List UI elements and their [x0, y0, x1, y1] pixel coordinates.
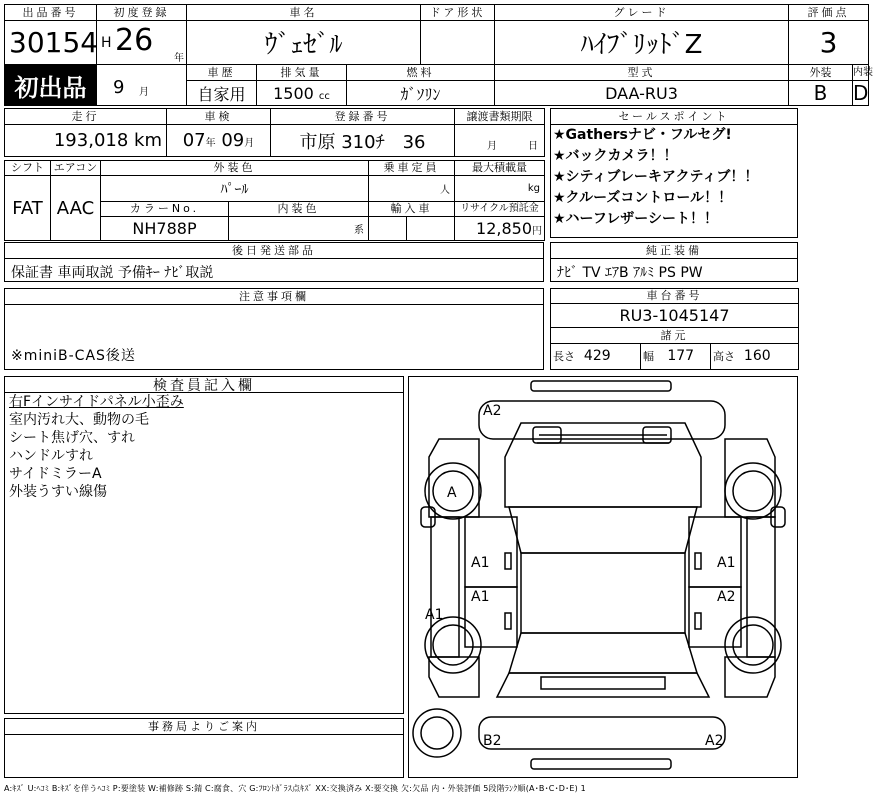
score: 3 — [789, 21, 869, 65]
height: 160 — [743, 348, 771, 365]
width-cell — [641, 343, 711, 369]
damage-mark: A2 — [483, 403, 502, 419]
month-unit: 月 — [139, 87, 149, 98]
interior-grade: D — [853, 81, 869, 105]
rear-right-wheel-inner — [733, 625, 773, 665]
genuine-value: ﾅﾋﾞ TV ｴｱB ｱﾙﾐ PS PW — [557, 265, 703, 281]
displacement-unit: cc — [318, 90, 330, 102]
damage-mark: A1 — [425, 607, 444, 623]
grade: ﾊｲﾌﾞﾘｯﾄﾞZ — [495, 21, 789, 65]
chassis-value: RU3-1045147 — [551, 304, 799, 328]
damage-mark: A2 — [717, 589, 736, 605]
ac-label: エアコン — [51, 161, 101, 176]
length-cell — [551, 343, 641, 369]
score-label: 評価点 — [789, 5, 869, 21]
car-name-label: 車名 — [187, 5, 421, 21]
ext-color: ﾊﾟｰﾙ — [101, 176, 369, 202]
shift-label: シフト — [5, 161, 51, 176]
inspector-line: ハンドルすれ — [9, 448, 93, 464]
width-label: 幅 — [643, 350, 654, 364]
inspector-line: 外装うすい線傷 — [9, 484, 107, 500]
rear-bumper-strip — [531, 759, 671, 769]
reg-month: 9 — [113, 77, 125, 98]
notes-box — [4, 288, 544, 370]
chassis-table — [550, 288, 799, 370]
spare-wheel-inner — [421, 717, 453, 749]
chassis-label: 車台番号 — [551, 289, 799, 304]
spare-wheel — [413, 709, 461, 757]
rear-right-handle — [695, 613, 701, 629]
front-right-door — [689, 517, 741, 587]
inspector-line: サイドミラーA — [9, 466, 102, 482]
later-parts-value: 保証書 車両取説 予備ｷｰ ﾅﾋﾞ取説 — [11, 265, 214, 281]
later-parts-label: 後日発送部品 — [5, 243, 543, 259]
reg-month-cell — [97, 65, 187, 106]
rear-left-fender — [429, 657, 479, 697]
plate-label: 登録番号 — [271, 109, 455, 125]
office-box — [4, 718, 404, 778]
color-no-label: カラーNo. — [101, 202, 229, 217]
history: 自家用 — [187, 81, 257, 106]
insp-month: 09 — [221, 130, 245, 151]
recycle-unit: 円 — [532, 226, 542, 237]
mileage-cell — [5, 125, 167, 157]
plate: 市原 310ﾁ 36 — [271, 125, 455, 157]
transfer-label: 譲渡書類期限 — [455, 109, 545, 125]
rear-light-strip — [541, 677, 665, 689]
lot-number: 30154 — [5, 21, 97, 65]
front-right-wheel-inner — [733, 471, 773, 511]
front-right-handle — [695, 553, 701, 569]
row3-table — [4, 160, 545, 241]
inspector-box — [4, 376, 404, 714]
rear-bumper — [479, 717, 725, 749]
displacement: 1500 — [273, 83, 314, 103]
front-left-handle — [505, 553, 511, 569]
load-unit: kg — [455, 176, 545, 202]
row2-table — [4, 108, 545, 157]
import-right — [407, 217, 455, 241]
shift: FAT — [5, 176, 51, 241]
front-left-door — [465, 517, 517, 587]
load-label: 最大積載量 — [455, 161, 545, 176]
transfer-day-unit: 日 — [528, 141, 538, 152]
notes-label: 注意事項欄 — [5, 289, 543, 305]
first-reg-cell — [97, 21, 187, 65]
mileage-label: 走行 — [5, 109, 167, 125]
displacement-label: 排気量 — [257, 65, 347, 81]
fuel: ｶﾞｿﾘﾝ — [347, 81, 495, 106]
sales-points-label: セールスポイント — [551, 109, 797, 125]
dims-label: 諸元 — [551, 328, 799, 343]
transfer-month-unit: 月 — [487, 141, 497, 152]
insp-year: 07 — [182, 130, 206, 151]
damage-mark: A1 — [717, 555, 736, 571]
model: DAA-RU3 — [495, 81, 789, 106]
front-bumper-strip — [531, 381, 671, 391]
displacement-cell — [257, 81, 347, 106]
int-color-label: 内装色 — [229, 202, 369, 217]
insp-month-unit: 月 — [244, 138, 255, 149]
history-label: 車歴 — [187, 65, 257, 81]
damage-mark: A — [447, 485, 457, 501]
recycle-cell — [455, 217, 545, 241]
inspector-line: シート焦げ穴、すれ — [9, 430, 135, 446]
int-color-unit: 系 — [229, 217, 369, 241]
height-label: 高さ — [713, 350, 735, 364]
later-parts-box — [4, 242, 544, 282]
damage-mark: A1 — [471, 589, 490, 605]
color-no: NH788P — [101, 217, 229, 241]
notes-value: ※miniB-CAS後送 — [11, 348, 136, 364]
capacity-unit: 人 — [369, 176, 455, 202]
height-cell — [711, 343, 799, 369]
front-left-fender — [429, 439, 479, 517]
capacity-label: 乗車定員 — [369, 161, 455, 176]
year-unit: 年 — [174, 53, 184, 64]
recycle-label: リサイクル預託金 — [455, 202, 545, 217]
model-label: 型式 — [495, 65, 789, 81]
legend: A:ｷｽﾞ U:ﾍｺﾐ B:ｷｽﾞを伴うﾍｺﾐ P:要塗装 W:補修跡 S:錆 C:腐食、穴 G:ﾌﾛﾝﾄｶﾞﾗｽ点ｷｽﾞ XX:交換済み X:要交換 欠:欠品 内・外装評価 5段階ﾗﾝｸ順(A･B･C･D･E) 1 — [4, 784, 586, 793]
car-name: ｳﾞｪｾﾞﾙ — [187, 21, 421, 65]
ext-color-label: 外装色 — [101, 161, 369, 176]
length-label: 長さ — [553, 350, 575, 364]
exterior-grade-label: 外装 — [789, 65, 853, 81]
sales-point-item: ★クルーズコントロール！！ — [553, 190, 733, 206]
rear-left-handle — [505, 613, 511, 629]
length: 429 — [583, 348, 611, 365]
damage-mark: A1 — [471, 555, 490, 571]
import-label: 輸入車 — [369, 202, 455, 217]
width: 177 — [667, 348, 695, 365]
sales-points-box — [550, 108, 798, 238]
inspector-line: 室内汚れ大、動物の毛 — [9, 412, 149, 428]
genuine-label: 純正装備 — [551, 243, 797, 259]
inspection-label: 車検 — [167, 109, 271, 125]
grade-label: グレード — [495, 5, 789, 21]
door-label: ドア形状 — [421, 5, 495, 21]
door-value — [421, 21, 495, 65]
exterior-grade: B — [789, 81, 853, 106]
rear-window — [509, 633, 697, 673]
header-table — [4, 4, 873, 106]
era: H — [101, 35, 112, 51]
roof — [521, 553, 685, 633]
sales-point-item: ★バックカメラ！！ — [553, 148, 678, 164]
insp-year-unit: 年 — [205, 138, 216, 149]
car-diagram-box — [408, 376, 798, 778]
mileage-unit: km — [134, 130, 162, 151]
car-diagram — [409, 377, 797, 777]
damage-mark: B2 — [483, 733, 502, 749]
rear-left-wheel-inner — [433, 625, 473, 665]
sales-point-item: ★シティブレーキアクティブ！！ — [553, 169, 759, 185]
office-label: 事務局よりご案内 — [5, 719, 403, 735]
import-left — [369, 217, 407, 241]
mileage: 193,018 — [53, 130, 129, 151]
sales-point-item: ★ハーフレザーシート！！ — [553, 211, 719, 227]
transfer-cell — [455, 125, 545, 157]
inspector-label: 検査員記入欄 — [5, 377, 403, 393]
inspection-cell — [167, 125, 271, 157]
interior-grade-label: 内装 — [853, 65, 869, 81]
genuine-box — [550, 242, 798, 282]
windshield — [509, 507, 697, 553]
lot-label: 出品番号 — [5, 5, 97, 21]
inspector-line: 右Fインサイドパネル小歪み — [9, 394, 184, 410]
reg-year: 26 — [115, 23, 154, 58]
recycle: 12,850 — [476, 219, 532, 238]
damage-mark: A2 — [705, 733, 724, 749]
first-reg-label: 初度登録 — [97, 5, 187, 21]
fuel-label: 燃料 — [347, 65, 495, 81]
ac: AAC — [51, 176, 101, 241]
sales-point-item: ★Gathersナビ・フルセグ! — [553, 127, 732, 143]
first-listing-badge: 初出品 — [5, 65, 97, 106]
